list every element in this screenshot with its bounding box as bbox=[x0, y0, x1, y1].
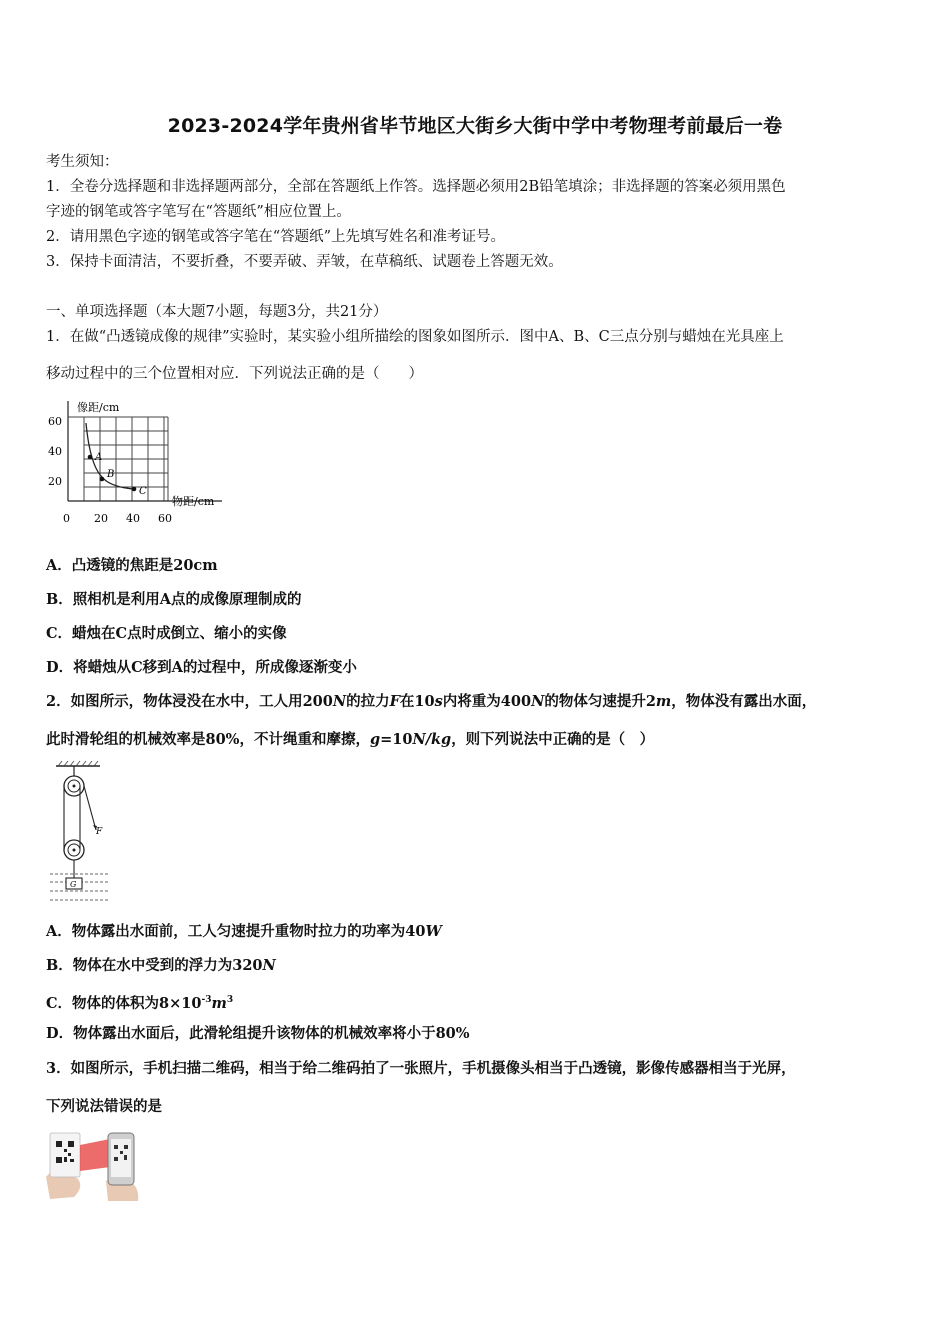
y-tick-60: 60 bbox=[48, 415, 62, 428]
q2-option-c[interactable]: C．物体的体积为$8\times 10^{-3}m^3$ bbox=[46, 995, 234, 1012]
notice-item-3: 3．保持卡面清洁，不要折叠，不要弄破、弄皱，在草稿纸、试题卷上答题无效。 bbox=[46, 254, 563, 270]
q3-text-line-1: 3．如图所示，手机扫描二维码，相当于给二维码拍了一张照片，手机摄像头相当于凸透镜，影像传感器相当于光屏， bbox=[46, 1060, 796, 1077]
q3-phone-scan-photo bbox=[44, 1127, 144, 1202]
point-b-label: B bbox=[107, 469, 115, 480]
x-axis-label: 物距/cm bbox=[172, 495, 215, 508]
x-tick-60: 60 bbox=[158, 512, 172, 525]
x-tick-40: 40 bbox=[126, 512, 140, 525]
q1-text-line-2: 移动过程中的三个位置相对应．下列说法正确的是（ ） bbox=[46, 366, 423, 382]
q2-option-d[interactable]: D．物体露出水面后，此滑轮组提升该物体的机械效率将小于80% bbox=[46, 1025, 470, 1042]
q1-option-c[interactable]: C．蜡烛在C点时成倒立、缩小的实像 bbox=[46, 625, 287, 642]
x-tick-20: 20 bbox=[94, 512, 108, 525]
y-tick-20: 20 bbox=[48, 475, 62, 488]
q2-pulley-diagram bbox=[44, 760, 114, 910]
qr-card bbox=[50, 1133, 80, 1177]
q2-option-b[interactable]: B．物体在水中受到的浮力为320N bbox=[46, 957, 276, 974]
point-a-label: A bbox=[95, 452, 103, 463]
q3-text-line-2: 下列说法错误的是 bbox=[46, 1098, 162, 1115]
q1-option-d[interactable]: D．将蜡烛从C移到A的过程中，所成像逐渐变小 bbox=[46, 659, 357, 676]
page-title: 2023-2024学年贵州省毕节地区大街乡大街中学中考物理考前最后一卷 bbox=[167, 115, 783, 137]
y-tick-40: 40 bbox=[48, 445, 62, 458]
q1-option-b[interactable]: B．照相机是利用A点的成像原理制成的 bbox=[46, 591, 302, 608]
scan-beam bbox=[80, 1139, 110, 1171]
notice-item-1-line-2: 字迹的钢笔或答字笔写在“答题纸”相应位置上。 bbox=[46, 204, 351, 220]
point-c bbox=[132, 487, 137, 492]
object-label: G bbox=[70, 880, 77, 889]
force-label: F bbox=[96, 827, 103, 837]
point-c-label: C bbox=[139, 486, 147, 497]
q2-option-a[interactable]: A．物体露出水面前，工人匀速提升重物时拉力的功率为40W bbox=[46, 923, 442, 940]
pull-rope bbox=[84, 786, 96, 830]
section-heading: 一、单项选择题（本大题7小题，每题3分，共21分） bbox=[46, 304, 388, 320]
notice-heading: 考生须知： bbox=[46, 154, 119, 170]
y-axis-label: 像距/cm bbox=[77, 401, 120, 414]
q1-lens-graph bbox=[44, 395, 234, 530]
notice-item-2: 2．请用黑色字迹的钢笔或答字笔在“答题纸”上先填写姓名和准考证号。 bbox=[46, 229, 506, 245]
notice-item-1-line-1: 1．全卷分选择题和非选择题两部分，全部在答题纸上作答。选择题必须用2B铅笔填涂；非选择题的答案必须用黑色 bbox=[46, 179, 786, 195]
point-b bbox=[100, 477, 105, 482]
q1-option-a[interactable]: A．凸透镜的焦距是20cm bbox=[46, 557, 218, 574]
point-a bbox=[88, 455, 93, 460]
q2-text-line-2: 此时滑轮组的机械效率是80%，不计绳重和摩擦，g=10N/kg，则下列说法中正确的是（ ） bbox=[46, 731, 655, 748]
q2-text-line-1: 2．如图所示，物体浸没在水中，工人用200N的拉力F在10s内将重为400N的物体匀速提升2m，物体没有露出水面， bbox=[46, 693, 817, 710]
origin-label: 0 bbox=[63, 512, 70, 525]
q1-text-line-1: 1．在做“凸透镜成像的规律”实验时，某实验小组所描绘的图象如图所示．图中A、B、C三点分别与蜡烛在光具座上 bbox=[46, 329, 784, 345]
